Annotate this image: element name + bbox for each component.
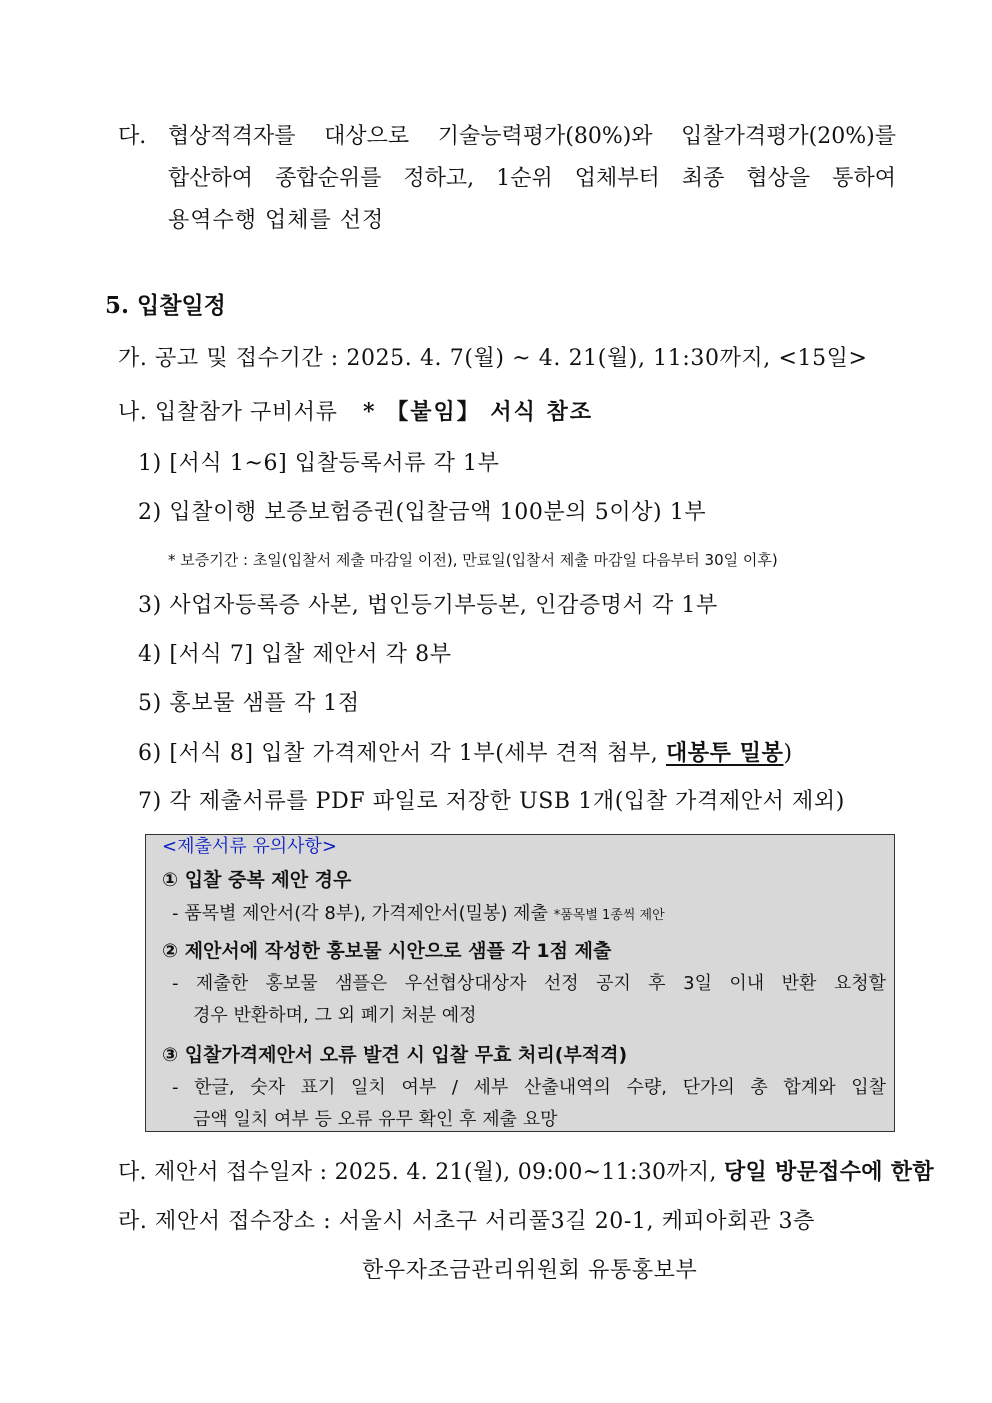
doc-item-4: 4) [서식 7] 입찰 제안서 각 8부 <box>138 642 452 667</box>
item-da-2-emphasis: 당일 방문접수에 한함 <box>723 1159 934 1185</box>
item-ga: 가. 공고 및 접수기간 : 2025. 4. 7(월) ~ 4. 21(월), 11:30까지, <15일> <box>118 346 868 371</box>
doc-item-1: 1) [서식 1~6] 입찰등록서류 각 1부 <box>138 451 500 476</box>
item-da-2 <box>118 1157 934 1188</box>
notice-body-1-text: - 품목별 제안서(각 8부), 가격제안서(밀봉) 제출 <box>172 903 548 924</box>
doc-item-6 <box>138 738 793 769</box>
doc-item-2: 2) 입찰이행 보증보험증권(입찰금액 100분의 5이상) 1부 <box>138 500 707 525</box>
notice-body-2-line-1: - 제출한 홍보물 샘플은 우선협상대상자 선정 공지 후 3일 이내 반환 요청할 <box>172 973 886 994</box>
doc-item-2-note: * 보증기간 : 초일(입찰서 제출 마감일 이전), 만료일(입찰서 제출 마감일 다음부터 30일 이후) <box>168 551 778 569</box>
item-da-line-1: 협상적격자를 대상으로 기술능력평가(80%)와 입찰가격평가(20%)를 <box>168 124 896 149</box>
item-ra: 라. 제안서 접수장소 : 서울시 서초구 서리풀3길 20-1, 케피아회관 3층 <box>118 1209 816 1234</box>
item-da-line-3: 용역수행 업체를 선정 <box>168 208 385 233</box>
notice-box <box>145 834 895 1132</box>
notice-body-1 <box>172 902 665 928</box>
doc-item-3: 3) 사업자등록증 사본, 법인등기부등본, 인감증명서 각 1부 <box>138 593 718 618</box>
notice-heading-2: ② 제안서에 작성한 홍보물 시안으로 샘플 각 1점 제출 <box>162 940 612 962</box>
doc-item-6-text: 6) [서식 8] 입찰 가격제안서 각 1부(세부 견적 첨부, <box>138 741 666 766</box>
item-na-text: 나. 입찰참가 구비서류 <box>118 400 338 425</box>
doc-item-5: 5) 홍보물 샘플 각 1점 <box>138 691 360 716</box>
notice-body-3-line-1: - 한글, 숫자 표기 일치 여부 / 세부 산출내역의 수량, 단가의 총 합계와 입찰 <box>172 1077 886 1098</box>
doc-item-7: 7) 각 제출서류를 PDF 파일로 저장한 USB 1개(입찰 가격제안서 제외) <box>138 789 845 814</box>
item-na-note: * 【붙임】 서식 참조 <box>363 399 594 425</box>
notice-heading-3: ③ 입찰가격제안서 오류 발견 시 입찰 무효 처리(부적격) <box>162 1044 628 1066</box>
notice-title: <제출서류 유의사항> <box>162 836 337 857</box>
notice-body-2-line-2: 경우 반환하며, 그 외 폐기 처분 예정 <box>193 1005 477 1026</box>
notice-body-3-line-2: 금액 일치 여부 등 오류 유무 확인 후 제출 요망 <box>193 1109 558 1130</box>
notice-heading-1: ① 입찰 중복 제안 경우 <box>162 869 352 891</box>
item-da-marker: 다. <box>118 124 147 149</box>
item-da-2-text: 다. 제안서 접수일자 : 2025. 4. 21(월), 09:00~11:30까지, <box>118 1160 717 1185</box>
doc-item-6-close: ) <box>783 741 793 766</box>
notice-body-1-note: *품목별 1종씩 제안 <box>553 908 665 923</box>
footer-organization: 한우자조금관리위원회 유통홍보부 <box>362 1258 698 1283</box>
item-na <box>118 397 593 428</box>
section-5-heading: 5. 입찰일정 <box>105 292 226 319</box>
item-da-line-2: 합산하여 종합순위를 정하고, 1순위 업체부터 최종 협상을 통하여 <box>168 166 896 191</box>
doc-item-6-emphasis: 대봉투 밀봉 <box>665 740 784 766</box>
